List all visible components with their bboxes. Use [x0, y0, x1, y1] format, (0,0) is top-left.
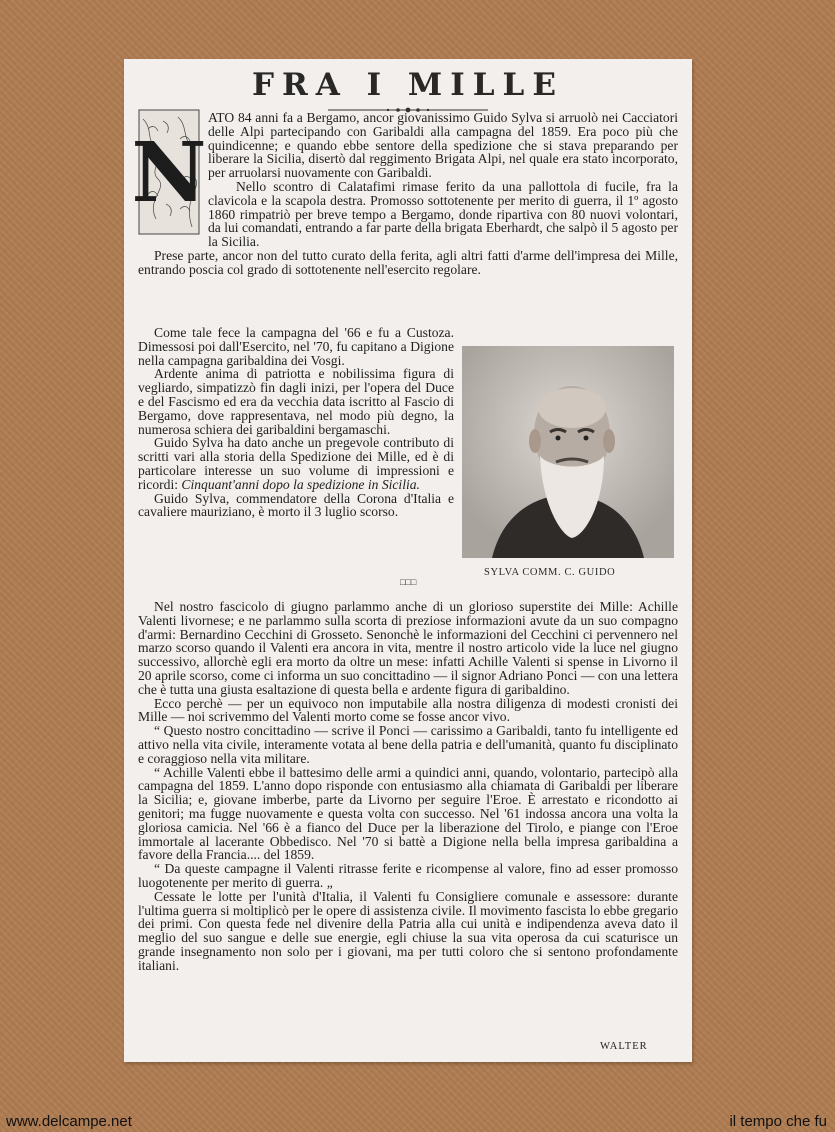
- paragraph-custoza: Come tale fece la campagna del '66 e fu a Custoza. Dimessosi poi dall'Esercito, nel '70, fu capitano a Digione nella campagna garibaldina dei Vosgi.: [138, 325, 454, 368]
- article-part1-column: [138, 326, 454, 519]
- dropcap-N: [131, 109, 207, 235]
- article-part2: [138, 600, 678, 973]
- paragraph-intro: ATO 84 anni fa a Bergamo, ancor giovanissimo Guido Sylva si arruolò nei Cacciatori delle Alpi partecipando con Garibaldi alla campagna del 1859. Era poco più che quindicenne; e quando ebbe sentore della spedizione che si stava preparando per liberare la Sicilia, disertò dal reggimento Brigata Alpi, nel quale era stato incorporato, per arruolarsi nuovamente con Garibaldi.: [208, 110, 678, 181]
- svg-text:N: N: [131, 125, 207, 221]
- paragraph-valenti-intro: Nel nostro fascicolo di giugno parlammo anche di un glorioso superstite dei Mille: Achille Valenti livornese; e ne parlammo sulla scorta di preziose informazioni avute da un suo compagno d'armi: Bernardino Cecchini di Grosseto. Senonchè le informazioni del Cecchini ci pervennero nel marzo scorso quando il Valenti era ancora in vita, mentre il nostro articolo vide la luce nel giugno successivo, allorchè egli era morto da oltre un mese: infatti Achille Valenti si spense in Livorno il 20 aprile scorso, come ci informa un suo concittadino — il signor Adriano Ponci — con una lettera che è tutta una giusta esaltazione di questa bella e ardente figura di garibaldino.: [138, 599, 678, 697]
- portrait-photo: [462, 346, 674, 558]
- paragraph-equivoco: Ecco perchè — per un equivoco non imputabile alla nostra diligenza di modesti cronisti dei Mille — noi scrivemmo del Valenti morto come se fosse ancor vivo.: [138, 695, 678, 725]
- paragraph-conclusion: Cessate le lotte per l'unità d'Italia, il Valenti fu Consigliere comunale e assessore: durante l'ultima guerra si moltiplicò per le opere di assistenza civile. Il movimento fascista lo ebbe gregario dei primi. Con questa fede nel divenire della Patria alla cui unità e indipendenza aveva dato il meglio del suo sangue e delle sue energie, egli chiuse la sua vita operosa da cui scaturisce un grande insegnamento non solo per i giovani, ma per tutti coloro che si sentono profondamente italiani.: [138, 888, 678, 973]
- article-title: FRA I MILLE: [252, 67, 564, 103]
- portrait-man-icon: [462, 346, 674, 558]
- watermark-delcampe: www.delcampe.net: [6, 1113, 132, 1130]
- article-part1-top: [138, 111, 678, 277]
- newspaper-clipping: [124, 59, 692, 1062]
- paragraph-impresa: Prese parte, ancor non del tutto curato della ferita, agli altri fatti d'arme dell'impresa dei Mille, entrando poscia col grado di sottotenente nell'esercito regolare.: [138, 247, 678, 277]
- book-title: Cinquant'anni dopo la spedizione in Sicilia.: [181, 476, 420, 492]
- paragraph-morte: Guido Sylva, commendatore della Corona d'Italia e cavaliere mauriziano, è morto il 3 luglio scorso.: [138, 490, 454, 520]
- paragraph-calatafimi: Nello scontro di Calatafimi rimase ferito da una pallottola di fucile, fra la clavicola e la scapola destra. Promosso sottotenente per merito di guerra, il 1º agosto 1860 rimpatriò per breve tempo a Bergamo, donde ripartiva con 80 nuovi volontari, da lui comandati, entrando a far parte della brigata Eberhardt, che salpò il 5 agosto per la Sicilia.: [208, 178, 678, 250]
- paragraph-quote-2: “ Achille Valenti ebbe il battesimo delle armi a quindici anni, quando, volontario, partecipò alla campagna del 1859. L'anno dopo risponde con entusiasmo alla chiamata di Garibaldi per liberare la Sicilia; e, giovane imberbe, parte da Livorno per seguire l'Eroe. È arrestato e ricondotto ai genitori; ma fugge nuovamente e questa volta con successo. Nel '61 indossa ancora una volta la gloriosa camicia. Nel '66 è a fianco del Duce per la liberazione del Tirolo, e piange con l'Eroe immortale al lacerante Obbedisco. Nel '70 si battè a Digione nella bella impresa garibaldina a favore della Francia.... del 1859.: [138, 764, 678, 863]
- author-signature: WALTER: [600, 1041, 648, 1052]
- section-separator: □□□: [400, 577, 417, 587]
- portrait-caption: SYLVA COMM. C. GUIDO: [484, 567, 616, 578]
- paragraph-scritti: Guido Sylva ha dato anche un pregevole contributo di scritti vari alla storia della Spedizione dei Mille, ed è di particolare interesse un suo volume di impressioni e ricordi: Cinquant'anni dopo la spedizione in Sicilia.: [138, 435, 454, 492]
- paragraph-patriotta: Ardente anima di patriotta e nobilissima figura di vegliardo, simpatizzò fin dagli inizi, per l'opera del Duce e del Fascismo ed era da vecchia data iscritto al Fascio di Bergamo, dove rappresentava, nel modo più degno, la numerosa schiera dei garibaldini bergamaschi.: [138, 366, 454, 437]
- dropcap-foliage-icon: [131, 109, 207, 235]
- paragraph-quote-3: “ Da queste campagne il Valenti ritrasse ferite e ricompense al valore, fino ad esser promosso luogotenente per merito di guerra. „: [138, 861, 678, 890]
- paragraph-quote-1: “ Questo nostro concittadino — scrive il Ponci — carissimo a Garibaldi, tanto fu intelligente ed attivo nella vita civile, interamente votata al bene della patria e dell'umanità, quanto fu disciplinato e coraggioso nella vita militare.: [138, 723, 678, 766]
- watermark-seller: il tempo che fu: [729, 1113, 827, 1130]
